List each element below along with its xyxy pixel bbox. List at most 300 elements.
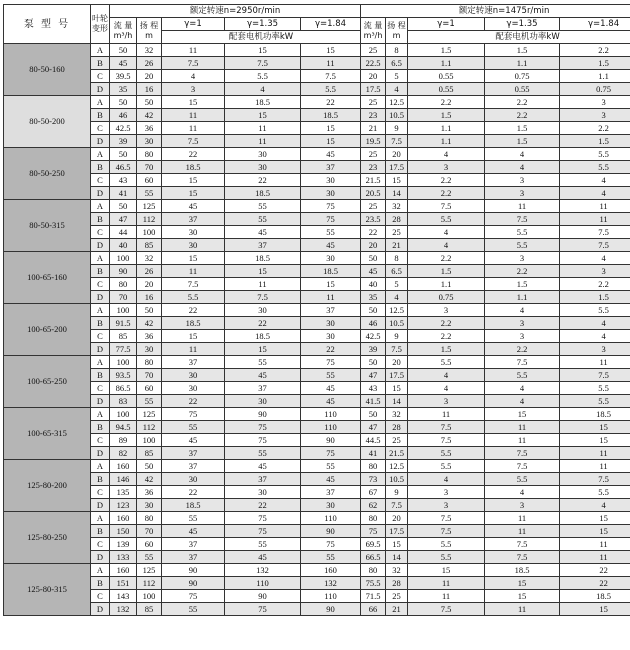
- table-cell: 60: [137, 174, 162, 187]
- table-cell: 3: [485, 187, 560, 200]
- table-cell: D: [91, 135, 110, 148]
- table-cell: 4: [485, 382, 560, 395]
- table-cell: 1.1: [408, 278, 485, 291]
- gamma-135-header: γ=1.35: [225, 18, 301, 31]
- table-cell: 15: [162, 96, 225, 109]
- table-cell: 60: [137, 382, 162, 395]
- table-cell: 20: [361, 239, 386, 252]
- table-cell: 50: [110, 44, 137, 57]
- table-cell: 4: [225, 83, 301, 96]
- table-cell: 43: [361, 382, 386, 395]
- table-cell: 160: [301, 564, 361, 577]
- pump-model-cell: 125-80-315: [4, 564, 91, 616]
- table-cell: 1.5: [408, 343, 485, 356]
- pump-model-cell: 100-65-200: [4, 304, 91, 356]
- table-cell: 3: [162, 83, 225, 96]
- table-cell: 2.2: [485, 343, 560, 356]
- table-cell: 45: [162, 525, 225, 538]
- table-cell: 3: [408, 395, 485, 408]
- table-cell: 15: [408, 564, 485, 577]
- pump-performance-table: [3, 4, 630, 616]
- table-cell: 20: [361, 70, 386, 83]
- table-cell: 30: [225, 486, 301, 499]
- table-cell: 7.5: [162, 135, 225, 148]
- table-cell: 1.5: [408, 265, 485, 278]
- table-cell: 44.5: [361, 434, 386, 447]
- table-cell: 5.5: [408, 213, 485, 226]
- table-cell: 50: [361, 356, 386, 369]
- table-cell: 9: [386, 486, 408, 499]
- table-row: [4, 603, 630, 616]
- table-cell: 55: [225, 356, 301, 369]
- table-cell: 110: [301, 408, 361, 421]
- table-cell: 69.5: [361, 538, 386, 551]
- table-cell: 15: [225, 44, 301, 57]
- table-cell: 1.1: [408, 122, 485, 135]
- table-cell: 7.5: [386, 343, 408, 356]
- table-cell: 66: [361, 603, 386, 616]
- table-cell: 75: [301, 213, 361, 226]
- table-cell: 11: [560, 213, 630, 226]
- table-cell: 2.2: [408, 330, 485, 343]
- table-cell: 41.5: [361, 395, 386, 408]
- table-cell: 45: [301, 148, 361, 161]
- flow-unit: m³/h: [113, 30, 133, 40]
- table-cell: 82: [110, 447, 137, 460]
- table-cell: 50: [361, 252, 386, 265]
- table-cell: 3: [560, 343, 630, 356]
- table-cell: 44: [110, 226, 137, 239]
- table-cell: 20: [137, 70, 162, 83]
- table-row: [4, 109, 630, 122]
- table-cell: 1.5: [485, 135, 560, 148]
- table-cell: 30: [137, 135, 162, 148]
- table-cell: 55: [225, 200, 301, 213]
- table-cell: 16: [137, 83, 162, 96]
- table-row: [4, 148, 630, 161]
- table-cell: 3: [408, 304, 485, 317]
- table-cell: 55: [225, 213, 301, 226]
- table-cell: 2.2: [485, 96, 560, 109]
- table-cell: 32: [386, 408, 408, 421]
- table-cell: 45: [361, 265, 386, 278]
- table-cell: 2.2: [485, 265, 560, 278]
- table-cell: 45: [225, 226, 301, 239]
- table-cell: 18.5: [162, 317, 225, 330]
- table-cell: 55: [162, 512, 225, 525]
- table-cell: 11: [485, 421, 560, 434]
- table-cell: 7.5: [485, 538, 560, 551]
- table-cell: 5.5: [408, 356, 485, 369]
- table-cell: 30: [162, 382, 225, 395]
- table-cell: 32: [137, 44, 162, 57]
- table-cell: 3: [485, 252, 560, 265]
- table-cell: 18.5: [560, 408, 630, 421]
- table-cell: 11: [485, 512, 560, 525]
- table-cell: 3: [560, 265, 630, 278]
- table-row: [4, 44, 630, 57]
- table-cell: 1.5: [485, 278, 560, 291]
- table-cell: 16: [137, 291, 162, 304]
- table-cell: 3: [485, 330, 560, 343]
- table-cell: 3: [560, 96, 630, 109]
- table-cell: 4: [386, 83, 408, 96]
- speed-2950-header: 额定转速n=2950r/min: [110, 5, 361, 18]
- table-cell: C: [91, 174, 110, 187]
- table-cell: 5.5: [560, 486, 630, 499]
- table-cell: D: [91, 603, 110, 616]
- table-cell: 30: [137, 499, 162, 512]
- table-cell: 4: [560, 187, 630, 200]
- table-cell: 35: [110, 83, 137, 96]
- table-cell: 75: [225, 525, 301, 538]
- head-label: 扬 程: [139, 20, 159, 30]
- table-cell: 46: [361, 317, 386, 330]
- table-row: [4, 447, 630, 460]
- table-cell: 11: [408, 577, 485, 590]
- table-cell: 11: [162, 109, 225, 122]
- table-cell: 5.5: [225, 70, 301, 83]
- table-cell: B: [91, 265, 110, 278]
- table-cell: 123: [110, 499, 137, 512]
- table-cell: 83: [110, 395, 137, 408]
- table-cell: 0.75: [408, 291, 485, 304]
- table-cell: A: [91, 512, 110, 525]
- table-cell: 80: [137, 356, 162, 369]
- table-cell: 8: [386, 44, 408, 57]
- table-cell: 112: [137, 213, 162, 226]
- pump-model-cell: 125-80-250: [4, 512, 91, 564]
- table-row: [4, 174, 630, 187]
- table-cell: 1.5: [485, 44, 560, 57]
- table-cell: 55: [301, 551, 361, 564]
- pump-table-body: [4, 44, 630, 616]
- table-cell: C: [91, 486, 110, 499]
- table-cell: 150: [110, 525, 137, 538]
- gamma-184-header: γ=1.84: [560, 18, 630, 31]
- table-cell: A: [91, 252, 110, 265]
- table-cell: 7.5: [485, 551, 560, 564]
- flow-header: [110, 18, 137, 44]
- table-cell: 7.5: [162, 278, 225, 291]
- table-cell: 125: [137, 564, 162, 577]
- table-cell: B: [91, 213, 110, 226]
- table-cell: 22: [301, 343, 361, 356]
- table-cell: 45: [162, 200, 225, 213]
- table-cell: 25: [361, 148, 386, 161]
- table-cell: 143: [110, 590, 137, 603]
- table-cell: A: [91, 356, 110, 369]
- table-cell: 30: [225, 395, 301, 408]
- table-cell: 67: [361, 486, 386, 499]
- table-cell: 10.5: [386, 109, 408, 122]
- table-cell: 55: [225, 538, 301, 551]
- gamma-184-header: γ=1.84: [301, 18, 361, 31]
- table-cell: 10.5: [386, 473, 408, 486]
- table-row: [4, 538, 630, 551]
- table-cell: 3: [408, 161, 485, 174]
- table-cell: 1.1: [485, 291, 560, 304]
- table-cell: 45: [225, 551, 301, 564]
- table-cell: B: [91, 369, 110, 382]
- table-cell: 23: [361, 161, 386, 174]
- table-cell: 28: [386, 213, 408, 226]
- table-cell: 5.5: [560, 161, 630, 174]
- table-cell: 5.5: [408, 460, 485, 473]
- table-cell: A: [91, 148, 110, 161]
- table-cell: 32: [137, 252, 162, 265]
- table-cell: 30: [301, 330, 361, 343]
- table-cell: 15: [386, 174, 408, 187]
- table-cell: 20.5: [361, 187, 386, 200]
- table-cell: 7.5: [408, 512, 485, 525]
- table-cell: 4: [408, 382, 485, 395]
- table-cell: 70: [110, 291, 137, 304]
- table-cell: 30: [301, 174, 361, 187]
- pump-model-cell: 125-80-200: [4, 460, 91, 512]
- table-cell: 25: [386, 590, 408, 603]
- table-row: [4, 486, 630, 499]
- table-cell: 7.5: [225, 291, 301, 304]
- table-cell: C: [91, 590, 110, 603]
- table-cell: 160: [110, 564, 137, 577]
- table-cell: 41: [110, 187, 137, 200]
- table-cell: 2.2: [408, 252, 485, 265]
- table-cell: 18.5: [225, 96, 301, 109]
- table-cell: 80: [110, 278, 137, 291]
- table-cell: D: [91, 447, 110, 460]
- table-cell: 11: [485, 200, 560, 213]
- table-cell: 37: [301, 304, 361, 317]
- table-cell: 55: [225, 447, 301, 460]
- table-cell: 4: [560, 499, 630, 512]
- table-cell: 5.5: [560, 395, 630, 408]
- table-cell: 11: [225, 135, 301, 148]
- table-cell: 4: [560, 317, 630, 330]
- table-cell: 37: [301, 486, 361, 499]
- table-cell: 75.5: [361, 577, 386, 590]
- table-cell: 80: [137, 148, 162, 161]
- table-cell: 30: [162, 369, 225, 382]
- table-cell: 28: [386, 421, 408, 434]
- table-cell: 36: [137, 122, 162, 135]
- table-cell: 0.75: [560, 83, 630, 96]
- gamma-135-header: γ=1.35: [485, 18, 560, 31]
- table-cell: 15: [560, 512, 630, 525]
- table-cell: 15: [485, 408, 560, 421]
- table-cell: 37: [225, 473, 301, 486]
- table-cell: 4: [560, 174, 630, 187]
- table-cell: 37: [225, 382, 301, 395]
- table-cell: 8: [386, 252, 408, 265]
- table-cell: 60: [137, 538, 162, 551]
- table-cell: 86.5: [110, 382, 137, 395]
- table-row: [4, 525, 630, 538]
- table-row: [4, 200, 630, 213]
- gamma-1-header: γ=1: [408, 18, 485, 31]
- table-cell: 94.5: [110, 421, 137, 434]
- table-cell: 7.5: [408, 434, 485, 447]
- table-cell: 85: [137, 447, 162, 460]
- table-cell: 11: [485, 525, 560, 538]
- table-cell: 15: [485, 577, 560, 590]
- table-cell: 37: [162, 551, 225, 564]
- table-cell: 4: [485, 304, 560, 317]
- table-cell: 132: [225, 564, 301, 577]
- table-cell: 7.5: [408, 421, 485, 434]
- table-cell: 91.5: [110, 317, 137, 330]
- table-cell: 5.5: [485, 473, 560, 486]
- table-cell: B: [91, 473, 110, 486]
- table-cell: B: [91, 317, 110, 330]
- table-cell: 45: [301, 239, 361, 252]
- table-cell: 37: [162, 213, 225, 226]
- table-cell: 22: [560, 564, 630, 577]
- table-cell: 47: [361, 369, 386, 382]
- table-cell: 15: [560, 603, 630, 616]
- table-cell: 18.5: [301, 265, 361, 278]
- impeller-variant-header: 叶轮变形: [91, 5, 110, 44]
- table-cell: 12.5: [386, 96, 408, 109]
- table-cell: 25: [361, 96, 386, 109]
- flow-unit: m³/h: [363, 30, 383, 40]
- table-cell: 11: [162, 343, 225, 356]
- table-row: [4, 343, 630, 356]
- table-cell: 5: [386, 70, 408, 83]
- table-cell: 0.75: [485, 70, 560, 83]
- table-cell: 30: [162, 473, 225, 486]
- table-row: [4, 369, 630, 382]
- table-cell: 85: [137, 239, 162, 252]
- table-cell: A: [91, 460, 110, 473]
- table-cell: 1.5: [408, 109, 485, 122]
- table-cell: 11: [301, 57, 361, 70]
- table-cell: 100: [137, 226, 162, 239]
- table-cell: 1.5: [485, 122, 560, 135]
- pump-model-cell: 100-65-315: [4, 408, 91, 460]
- table-cell: 32: [386, 564, 408, 577]
- table-cell: 2.2: [408, 317, 485, 330]
- table-cell: 30: [301, 187, 361, 200]
- table-cell: 3: [485, 317, 560, 330]
- table-cell: 75: [225, 421, 301, 434]
- table-cell: 4: [560, 330, 630, 343]
- table-cell: 90: [162, 577, 225, 590]
- table-cell: 5.5: [560, 148, 630, 161]
- table-cell: B: [91, 525, 110, 538]
- table-cell: 133: [110, 551, 137, 564]
- table-cell: C: [91, 70, 110, 83]
- table-cell: 23.5: [361, 213, 386, 226]
- table-cell: 50: [137, 96, 162, 109]
- table-row: [4, 161, 630, 174]
- table-cell: 75: [162, 408, 225, 421]
- table-cell: 14: [386, 187, 408, 200]
- table-cell: 30: [225, 304, 301, 317]
- table-cell: 11: [408, 408, 485, 421]
- table-cell: 1.5: [560, 135, 630, 148]
- table-cell: 100: [110, 408, 137, 421]
- table-row: [4, 265, 630, 278]
- table-cell: 100: [110, 252, 137, 265]
- table-row: [4, 395, 630, 408]
- table-cell: 77.5: [110, 343, 137, 356]
- table-cell: 7.5: [560, 473, 630, 486]
- table-cell: 11: [485, 603, 560, 616]
- table-cell: 71.5: [361, 590, 386, 603]
- table-cell: 11: [301, 291, 361, 304]
- table-cell: 4: [485, 486, 560, 499]
- table-row: [4, 278, 630, 291]
- power-header: 配套电机功率kW: [162, 31, 361, 44]
- pump-model-header: 泵 型 号: [4, 5, 91, 44]
- table-cell: 2.2: [408, 174, 485, 187]
- table-cell: 11: [560, 447, 630, 460]
- table-cell: 25: [386, 226, 408, 239]
- table-cell: 4: [485, 161, 560, 174]
- table-cell: 30: [301, 252, 361, 265]
- table-cell: 21: [386, 603, 408, 616]
- table-cell: 21.5: [361, 174, 386, 187]
- table-cell: 2.2: [485, 109, 560, 122]
- head-unit: m: [392, 30, 401, 40]
- table-cell: 22: [162, 148, 225, 161]
- table-cell: 11: [162, 44, 225, 57]
- table-cell: 37: [162, 356, 225, 369]
- table-cell: 15: [485, 590, 560, 603]
- table-cell: 4: [162, 70, 225, 83]
- table-cell: 46.5: [110, 161, 137, 174]
- table-row: [4, 57, 630, 70]
- table-cell: 75: [225, 603, 301, 616]
- table-cell: 5.5: [408, 538, 485, 551]
- table-cell: D: [91, 187, 110, 200]
- table-cell: 9: [386, 330, 408, 343]
- table-cell: 1.1: [408, 135, 485, 148]
- table-cell: 20: [386, 512, 408, 525]
- table-cell: 25: [361, 44, 386, 57]
- table-cell: 132: [110, 603, 137, 616]
- table-cell: 7.5: [560, 239, 630, 252]
- flow-label: 流 量: [363, 20, 383, 30]
- table-cell: 93.5: [110, 369, 137, 382]
- table-cell: 110: [301, 512, 361, 525]
- table-cell: 55: [137, 551, 162, 564]
- table-cell: 7.5: [386, 499, 408, 512]
- head-unit: m: [145, 30, 153, 40]
- table-cell: 15: [386, 382, 408, 395]
- table-cell: D: [91, 239, 110, 252]
- table-cell: 7.5: [386, 135, 408, 148]
- pump-model-cell: 80-50-200: [4, 96, 91, 148]
- table-cell: 19.5: [361, 135, 386, 148]
- table-cell: 45: [225, 460, 301, 473]
- table-cell: 6.5: [386, 265, 408, 278]
- table-cell: 2.2: [408, 187, 485, 200]
- table-row: [4, 473, 630, 486]
- table-cell: 42: [137, 473, 162, 486]
- table-cell: 70: [137, 161, 162, 174]
- table-cell: 4: [408, 148, 485, 161]
- pump-model-cell: 80-50-160: [4, 44, 91, 96]
- table-cell: 25: [386, 434, 408, 447]
- table-cell: 7.5: [301, 70, 361, 83]
- table-cell: A: [91, 200, 110, 213]
- table-cell: 80: [361, 564, 386, 577]
- table-cell: 75: [361, 525, 386, 538]
- table-cell: 15: [301, 278, 361, 291]
- table-cell: 15: [162, 174, 225, 187]
